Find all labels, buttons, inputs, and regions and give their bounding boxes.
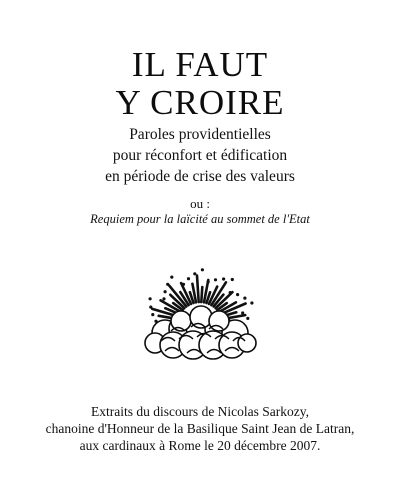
subtitle-line-3: en période de crise des valeurs	[105, 168, 295, 185]
title-line-2: Y CROIRE	[115, 83, 285, 122]
footer-line-1: Extraits du discours de Nicolas Sarkozy,	[90, 404, 310, 419]
subtitle-line-2: pour réconfort et édification	[112, 147, 288, 164]
alternative-title: Requiem pour la laïcité au sommet de l'Etat	[90, 212, 310, 226]
radiant-cloud-icon	[135, 255, 265, 360]
footer-line-3: aux cardinaux à Rome le 20 décembre 2007.	[79, 438, 321, 453]
or-separator: ou :	[190, 196, 210, 211]
subtitle-line-1: Paroles providentielles	[129, 126, 271, 143]
footer-line-2: chanoine d'Honneur de la Basilique Saint Jean de Latran,	[45, 421, 355, 436]
title-line-1: IL FAUT	[131, 45, 269, 84]
